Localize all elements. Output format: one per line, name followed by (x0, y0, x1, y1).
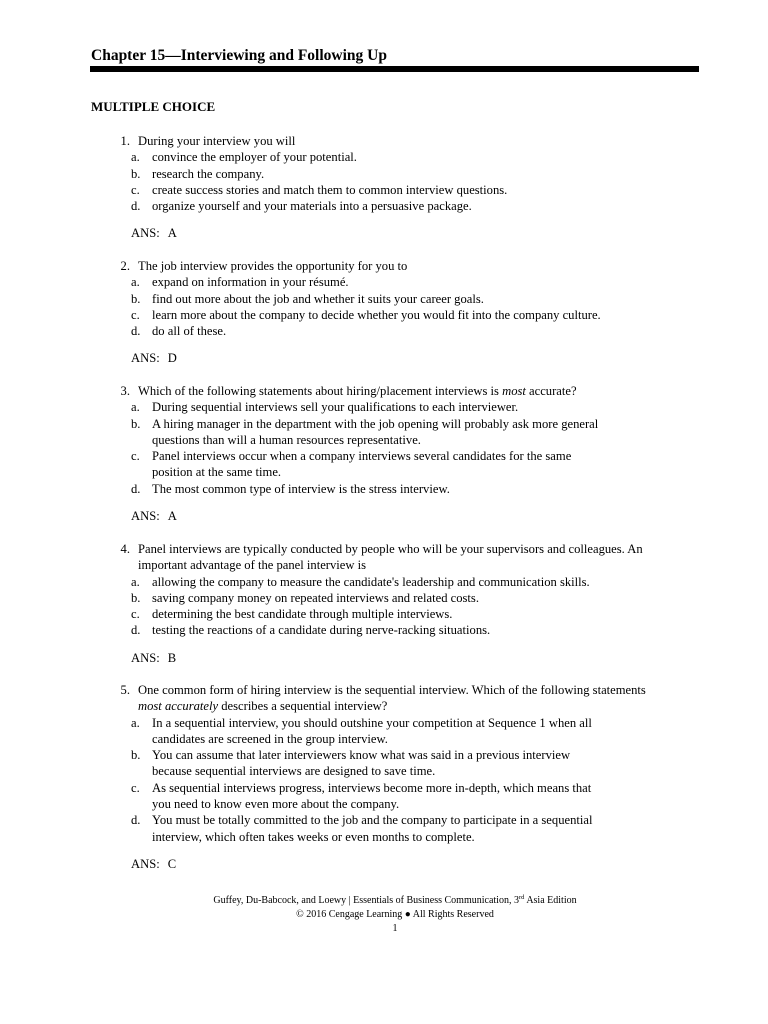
option-a: a. expand on information in your résumé. (131, 275, 349, 290)
question-3 (91, 383, 699, 524)
section-heading: MULTIPLE CHOICE (91, 99, 216, 114)
option-b: b. A hiring manager in the department with the job opening will probably ask more general questions than will a human resources representative. (131, 416, 599, 447)
question-stem: Which of the following statements about hiring/placement interviews is most accurate? (138, 384, 577, 398)
question-4 (91, 541, 699, 666)
question-stem: One common form of hiring interview is the sequential interview. Which of the following statements most accurately describes a sequential interview? (138, 683, 646, 714)
answer-line: ANS: A (131, 509, 177, 524)
answer-line: ANS: B (131, 650, 177, 665)
question-number: 5. (120, 683, 130, 697)
answer-value: B (167, 650, 177, 665)
question-number: 1. (120, 134, 130, 148)
answer-line: ANS: C (131, 856, 177, 871)
option-a: a. convince the employer of your potential. (131, 150, 357, 165)
question-1 (91, 133, 699, 242)
question-number: 2. (120, 259, 130, 273)
option-c: c. Panel interviews occur when a company interviews several candidates for the same position at the same time. (131, 449, 572, 480)
answer-value: C (167, 856, 177, 871)
question-5 (91, 682, 699, 872)
footer-copyright: © 2016 Cengage Learning ● All Rights Reserved (296, 909, 494, 920)
page-footer (90, 891, 700, 936)
option-d: d. organize yourself and your materials into a persuasive package. (131, 199, 472, 214)
option-c: c. create success stories and match them to common interview questions. (131, 182, 508, 197)
option-d: d. The most common type of interview is the stress interview. (131, 481, 450, 496)
option-a: a. In a sequential interview, you should outshine your competition at Sequence 1 when all candidates are screened in the group interview. (131, 715, 592, 746)
question-number: 3. (120, 384, 130, 398)
answer-line: ANS: D (131, 351, 177, 366)
chapter-title: Chapter 15—Interviewing and Following Up (91, 47, 387, 64)
question-stem: The job interview provides the opportunity for you to (138, 259, 408, 273)
option-b: b. find out more about the job and whether it suits your career goals. (131, 291, 484, 306)
answer-value: D (167, 351, 177, 366)
page-number: 1 (392, 923, 398, 934)
footer-citation: Guffey, Du-Babcock, and Loewy | Essentials of Business Communication, 3rd Asia Edition (213, 894, 577, 906)
option-b: b. saving company money on repeated interviews and related costs. (131, 590, 479, 605)
question-number: 4. (120, 542, 130, 556)
option-b: b. You can assume that later interviewers know what was said in a previous interview because sequential interviews are designed to save time. (131, 748, 571, 779)
question-stem: Panel interviews are typically conducted by people who will be your supervisors and colleagues. An important advantage of the panel interview is (138, 542, 643, 573)
option-c: c. As sequential interviews progress, interviews become more in-depth, which means that you need to know even more about the company. (131, 780, 592, 812)
option-c: c. determining the best candidate through multiple interviews. (131, 607, 453, 622)
option-b: b. research the company. (131, 166, 265, 181)
answer-value: A (167, 226, 177, 241)
option-a: a. During sequential interviews sell your qualifications to each interviewer. (131, 400, 519, 415)
option-d: d. do all of these. (131, 324, 227, 339)
option-d: d. You must be totally committed to the job and the company to participate in a sequential interview, which often takes weeks or even months to complete. (131, 813, 593, 844)
question-stem: During your interview you will (138, 134, 296, 148)
answer-line: ANS: A (131, 226, 177, 241)
option-d: d. testing the reactions of a candidate during nerve-racking situations. (131, 623, 491, 638)
option-a: a. allowing the company to measure the candidate's leadership and communication skills. (131, 574, 590, 589)
option-c: c. learn more about the company to decide whether you would fit into the company culture. (131, 307, 601, 322)
answer-value: A (167, 509, 177, 524)
question-2 (91, 258, 699, 367)
title-rule (90, 66, 699, 72)
